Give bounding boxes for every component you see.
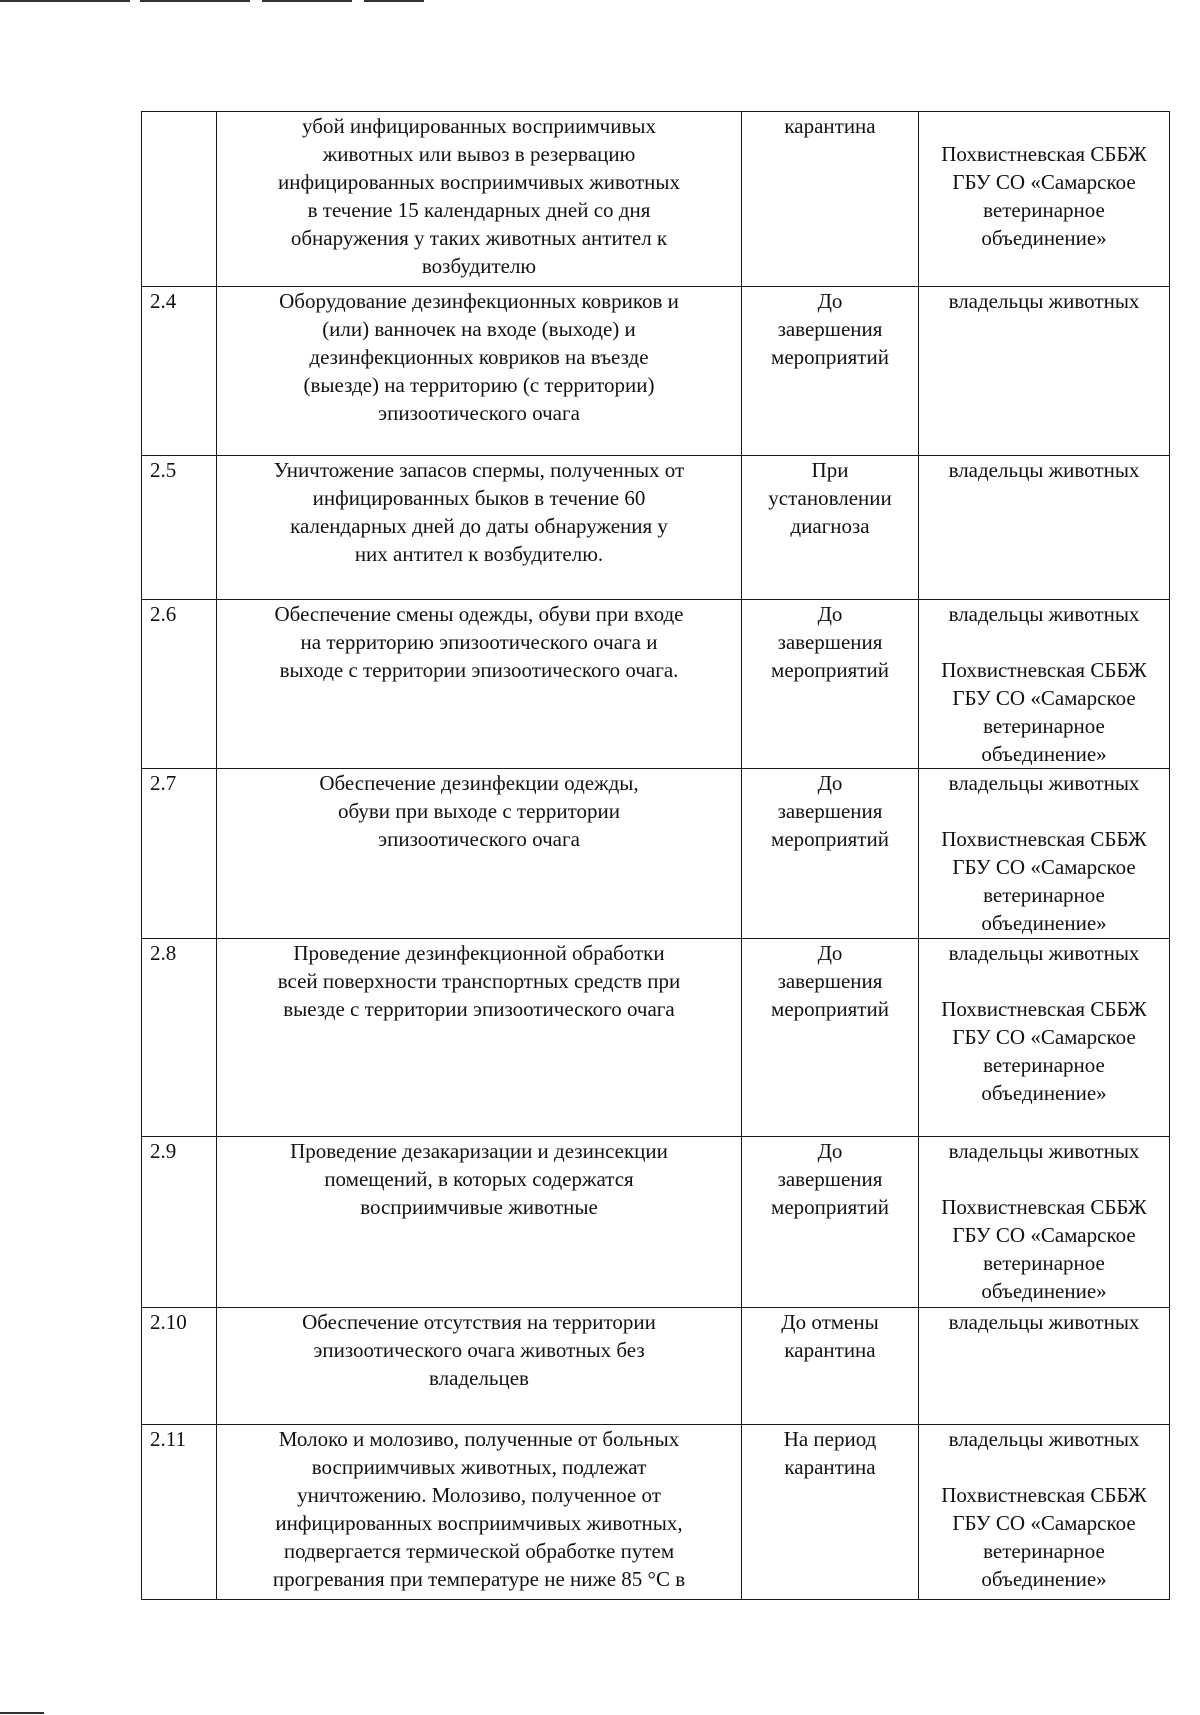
- responsible-owners: владельцы животных: [948, 1427, 1140, 1451]
- responsible-cell: [919, 600, 1170, 769]
- responsible-cell: [919, 287, 1170, 456]
- responsible-cell: [919, 112, 1170, 287]
- row-number: 2.4: [142, 287, 217, 456]
- row-number: 2.5: [142, 456, 217, 600]
- term-cell: До завершения мероприятий: [742, 1137, 919, 1308]
- table-row: [142, 769, 1170, 939]
- responsible-owners: владельцы животных: [948, 289, 1140, 313]
- action-cell: Обеспечение отсутствия на территории эпизоотического очага животных без владельцев: [217, 1308, 742, 1425]
- row-number: [142, 112, 217, 287]
- term-cell: При установлении диагноза: [742, 456, 919, 600]
- term-cell: До завершения мероприятий: [742, 769, 919, 939]
- table-row: [142, 600, 1170, 769]
- responsible-owners: владельцы животных: [948, 1310, 1140, 1334]
- responsible-owners: владельцы животных: [948, 458, 1140, 482]
- action-cell: Уничтожение запасов спермы, полученных от инфицированных быков в течение 60 календарных дней до даты обнаружения у них антител к возбудителю.: [217, 456, 742, 600]
- responsible-owners: владельцы животных: [948, 1139, 1140, 1163]
- table-row: [142, 1308, 1170, 1425]
- term-cell: До отмены карантина: [742, 1308, 919, 1425]
- term-cell: До завершения мероприятий: [742, 287, 919, 456]
- row-number: 2.7: [142, 769, 217, 939]
- table-row: [142, 456, 1170, 600]
- responsible-owners: владельцы животных: [948, 602, 1140, 626]
- responsible-cell: [919, 1425, 1170, 1600]
- table-row: [142, 939, 1170, 1137]
- responsible-sbbzh: Похвистневская СББЖ ГБУ СО «Самарское ветеринарное объединение»: [941, 1483, 1147, 1591]
- action-cell: убой инфицированных восприимчивых животных или вывоз в резервацию инфицированных восприимчивых животных в течение 15 календарных дней со дня обнаружения у таких животных антител к возбудителю: [217, 112, 742, 287]
- responsible-sbbzh: Похвистневская СББЖ ГБУ СО «Самарское ветеринарное объединение»: [941, 142, 1147, 250]
- term-cell: На период карантина: [742, 1425, 919, 1600]
- table-row: [142, 1425, 1170, 1600]
- responsible-owners: владельцы животных: [948, 771, 1140, 795]
- responsible-cell: [919, 939, 1170, 1137]
- responsible-cell: [919, 1137, 1170, 1308]
- responsible-cell: [919, 456, 1170, 600]
- measures-table: [141, 111, 1170, 1600]
- responsible-cell: [919, 1308, 1170, 1425]
- action-cell: Обеспечение дезинфекции одежды, обуви при выходе с территории эпизоотического очага: [217, 769, 742, 939]
- responsible-cell: [919, 769, 1170, 939]
- action-cell: Обеспечение смены одежды, обуви при входе на территорию эпизоотического очага и выходе с территории эпизоотического очага.: [217, 600, 742, 769]
- row-number: 2.6: [142, 600, 217, 769]
- table-row: [142, 112, 1170, 287]
- table-row: [142, 287, 1170, 456]
- responsible-sbbzh: Похвистневская СББЖ ГБУ СО «Самарское ветеринарное объединение»: [941, 658, 1147, 766]
- row-number: 2.8: [142, 939, 217, 1137]
- top-edge-lines: [0, 0, 1200, 3]
- row-number: 2.10: [142, 1308, 217, 1425]
- responsible-sbbzh: Похвистневская СББЖ ГБУ СО «Самарское ветеринарное объединение»: [941, 1195, 1147, 1303]
- responsible-sbbzh: Похвистневская СББЖ ГБУ СО «Самарское ветеринарное объединение»: [941, 827, 1147, 935]
- row-number: 2.9: [142, 1137, 217, 1308]
- action-cell: Проведение дезинфекционной обработки всей поверхности транспортных средств при выезде с территории эпизоотического очага: [217, 939, 742, 1137]
- responsible-sbbzh: Похвистневская СББЖ ГБУ СО «Самарское ветеринарное объединение»: [941, 997, 1147, 1105]
- row-number: 2.11: [142, 1425, 217, 1600]
- responsible-owners: владельцы животных: [948, 941, 1140, 965]
- action-cell: Оборудование дезинфекционных ковриков и (или) ванночек на входе (выходе) и дезинфекционных ковриков на въезде (выезде) на территорию (с территории) эпизоотического очага: [217, 287, 742, 456]
- table-row: [142, 1137, 1170, 1308]
- term-cell: карантина: [742, 112, 919, 287]
- term-cell: До завершения мероприятий: [742, 939, 919, 1137]
- action-cell: Проведение дезакаризации и дезинсекции помещений, в которых содержатся восприимчивые животные: [217, 1137, 742, 1308]
- action-cell: Молоко и молозиво, полученные от больных восприимчивых животных, подлежат уничтожению. Молозиво, полученное от инфицированных восприимчивых животных, подвергается термической обработке путем прогревания при температуре не ниже 85 °С в: [217, 1425, 742, 1600]
- term-cell: До завершения мероприятий: [742, 600, 919, 769]
- bottom-edge-line: [0, 1712, 44, 1714]
